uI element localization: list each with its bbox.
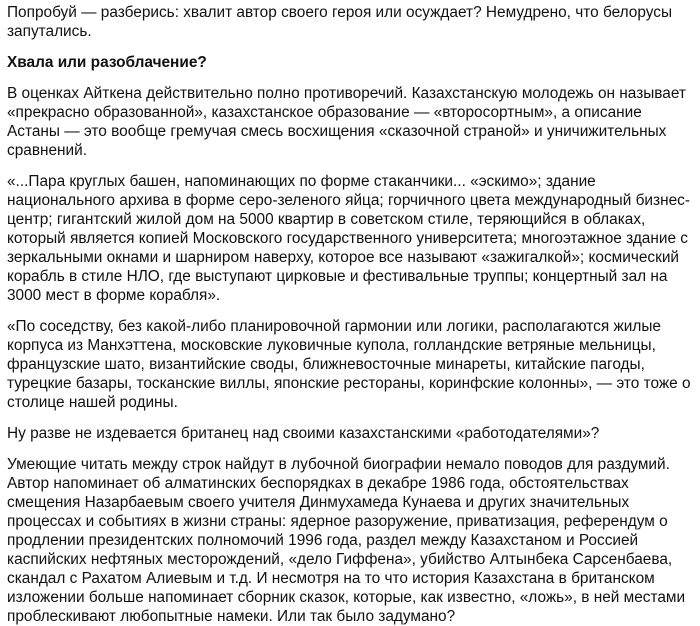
paragraph-quote-neighborhood: «По соседству, без какой-либо планировочной гармонии или логики, располагаются жилые корпуса из Манхэттена, московские луковичные купола, голландские ветряные мельницы, французские шато, византийские своды, ближневосточные минареты, китайские пагоды, турецкие базары, тосканские виллы, японские рестораны, коринфские колонны», — это тоже о столице нашей родины. bbox=[7, 318, 691, 411]
intro-paragraph: Попробуй — разберись: хвалит автор своего героя или осуждает? Немудрено, что белорусы запутались. bbox=[7, 4, 673, 40]
paragraph-between-lines: Умеющие читать между строк найдут в лубочной биографии немало поводов для раздумий. Автор напоминает об алматинских беспорядках в декабре 1986 года, обстоятельствах смещения Назарбаевым своего учителя Динмухамеда Кунаева и других значительных процессах и событиях в жизни страны: ядерное разоружение, приватизация, референдум о продлении президентских полномочий 1996 года, раздел между Казахстаном и Россией каспийских нефтяных месторождений, «дело Гиффена», убийство Алтынбека Сарсенбаева, скандал с Рахатом Алиевым и т.д. И несмотря на то что история Казахстана в британском изложении больше напоминает сборник сказок, которые, как известно, «ложь», в ней местами проблескивают любопытные намеки. Или так было задумано? bbox=[7, 456, 686, 625]
paragraph-quote-buildings: «...Пара круглых башен, напоминающих по форме стаканчики... «эскимо»; здание национального архива в форме серо-зеленого яйца; горчичного цвета международный бизнес-центр; гигантский жилой дом на 5000 квартир в советском стиле, теряющийся в облаках, который является копией Московского государственного университета; многоэтажное здание с зеркальными окнами и шарниром наверху, которое все называют «зажигалкой»; космический корабль в стиле НЛО, где выступают цирковые и фестивальные труппы; концертный зал на 3000 мест в форме корабля». bbox=[7, 173, 690, 304]
section-heading: Хвала или разоблачение? bbox=[7, 54, 207, 71]
paragraph-contradictions: В оценках Айткена действительно полно противоречий. Казахстанскую молодежь он называет «прекрасно образованной», казахстанское образование — «второсортным», а описание Астаны — это вообще гремучая смесь восхищения «сказочной страной» и уничижительных сравнений. bbox=[7, 85, 686, 159]
paragraph-question: Ну разве не издевается британец над своими казахстанскими «работодателями»? bbox=[7, 425, 600, 442]
article-body bbox=[0, 3, 700, 626]
